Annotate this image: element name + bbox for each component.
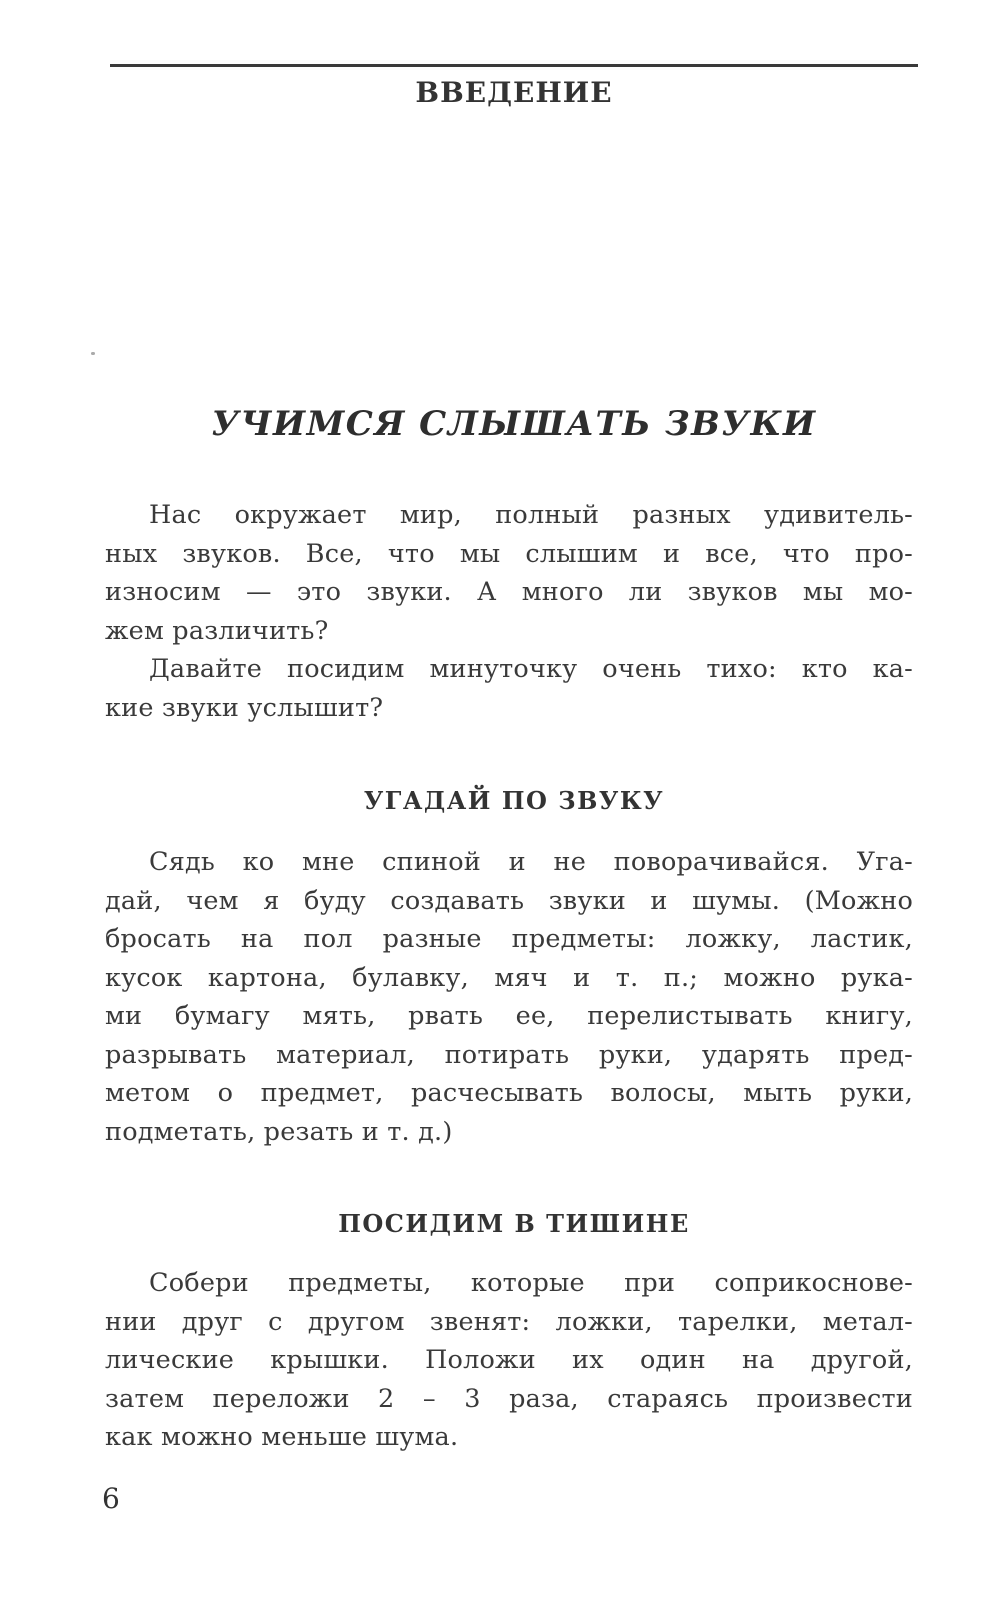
page-number: 6 xyxy=(102,1482,120,1515)
text-line: ных звуков. Все, что мы слышим и все, что про- xyxy=(105,538,913,569)
running-head: ВВЕДЕНИЕ xyxy=(415,76,613,109)
game-text-sit-in-silence xyxy=(105,1264,913,1457)
text-line: кие звуки услышит? xyxy=(105,692,384,723)
text-line: затем переложи 2 – 3 раза, стараясь произвести xyxy=(105,1383,913,1414)
game-title-sit-in-silence: ПОСИДИМ В ТИШИНЕ xyxy=(338,1209,690,1238)
text-line: Нас окружает мир, полный разных удивитель- xyxy=(149,500,913,530)
game-text-guess-by-sound xyxy=(105,843,913,1151)
text-line: износим — это звуки. А много ли звуков мы мо- xyxy=(105,577,913,607)
text-line: разрывать материал, потирать руки, ударять пред- xyxy=(105,1039,913,1070)
text-line: метом о предмет, расчесывать волосы, мыть руки, xyxy=(105,1078,913,1108)
header-rule xyxy=(110,64,918,67)
text-line: как можно меньше шума. xyxy=(105,1422,459,1452)
text-line: Сядь ко мне спиной и не поворачивайся. Уга- xyxy=(149,847,913,877)
text-line: лические крышки. Положи их один на другой, xyxy=(105,1345,913,1375)
text-line: подметать, резать и т. д.) xyxy=(105,1116,453,1147)
text-line: ми бумагу мять, рвать ее, перелистывать книгу, xyxy=(105,1001,913,1031)
intro-paragraph-2 xyxy=(105,650,913,727)
text-line: кусок картона, булавку, мяч и т. п.; можно рука- xyxy=(105,962,913,993)
section-title: УЧИМСЯ СЛЫШАТЬ ЗВУКИ xyxy=(211,404,817,444)
game-title-guess-by-sound: УГАДАЙ ПО ЗВУКУ xyxy=(363,786,665,815)
text-line: Собери предметы, которые при соприкоснове- xyxy=(149,1268,913,1298)
text-line: Давайте посидим минуточку очень тихо: кто ка- xyxy=(149,654,913,684)
text-line: бросать на пол разные предметы: ложку, ластик, xyxy=(105,924,913,954)
paper-speck xyxy=(91,352,95,355)
text-line: дай, чем я буду создавать звуки и шумы. (Можно xyxy=(105,885,913,916)
text-line: жем различить? xyxy=(105,615,329,646)
intro-paragraph-1 xyxy=(105,496,913,650)
text-line: нии друг с другом звенят: ложки, тарелки, метал- xyxy=(105,1306,913,1337)
